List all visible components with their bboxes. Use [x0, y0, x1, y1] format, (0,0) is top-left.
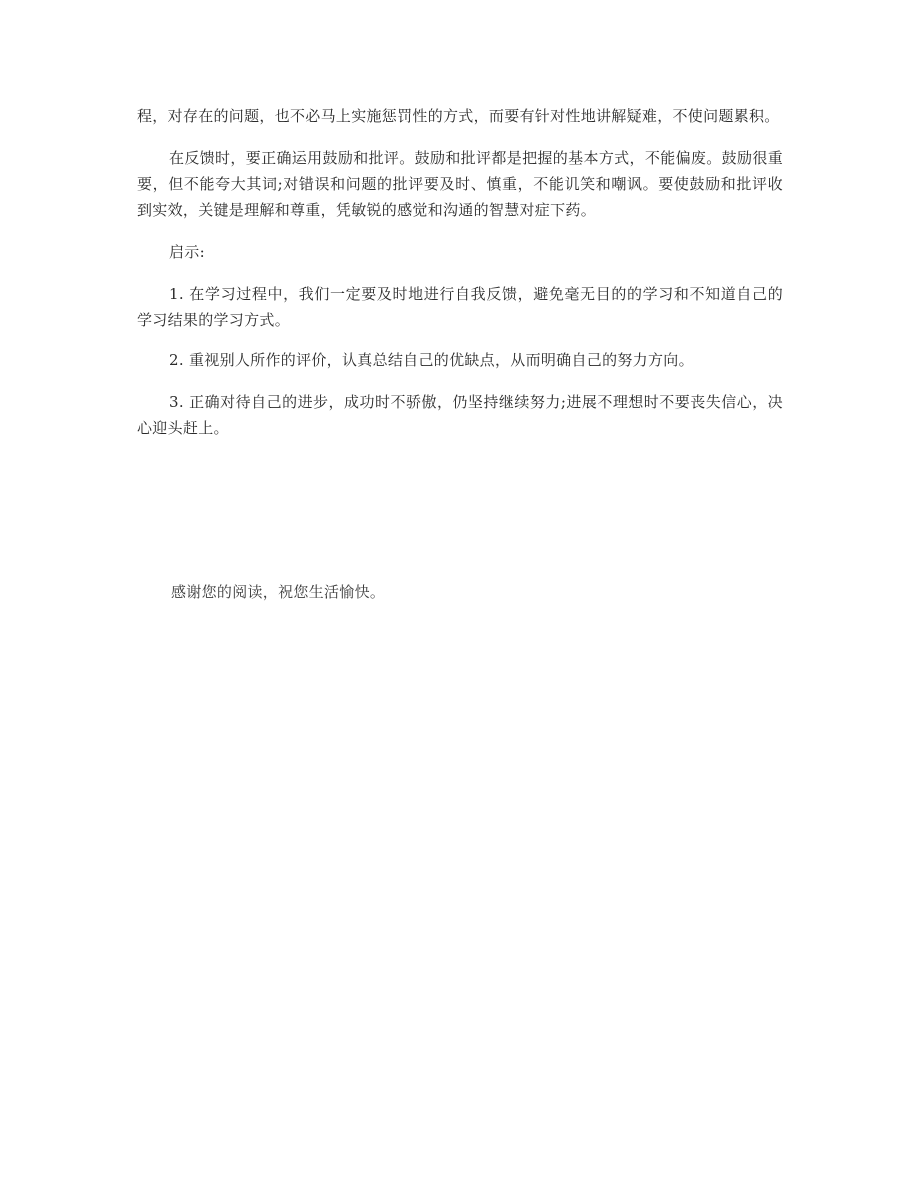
insights-heading: 启示:: [169, 243, 205, 261]
insight-item-2: 2. 重视别人所作的评价，认真总结自己的优缺点，从而明确自己的努力方向。: [169, 351, 694, 369]
closing-note: 感谢您的阅读，祝您生活愉快。: [171, 583, 386, 601]
continuation-paragraph: 程，对存在的问题，也不必马上实施惩罚性的方式，而要有针对性地讲解疑难，不使问题累积。: [137, 107, 780, 125]
document-body: [137, 103, 783, 441]
insight-item-1: 1. 在学习过程中，我们一定要及时地进行自我反馈，避免毫无目的的学习和不知道自己的学习结果的学习方式。: [137, 285, 783, 329]
insight-item-3: 3. 正确对待自己的进步，成功时不骄傲，仍坚持继续努力;进展不理想时不要丧失信心，决心迎头赶上。: [137, 393, 783, 437]
feedback-paragraph: 在反馈时，要正确运用鼓励和批评。鼓励和批评都是把握的基本方式，不能偏废。鼓励很重要，但不能夸大其词;对错误和问题的批评要及时、慎重，不能讥笑和嘲讽。要使鼓励和批评收到实效，关键是理解和尊重，凭敏锐的感觉和沟通的智慧对症下药。: [137, 149, 783, 219]
